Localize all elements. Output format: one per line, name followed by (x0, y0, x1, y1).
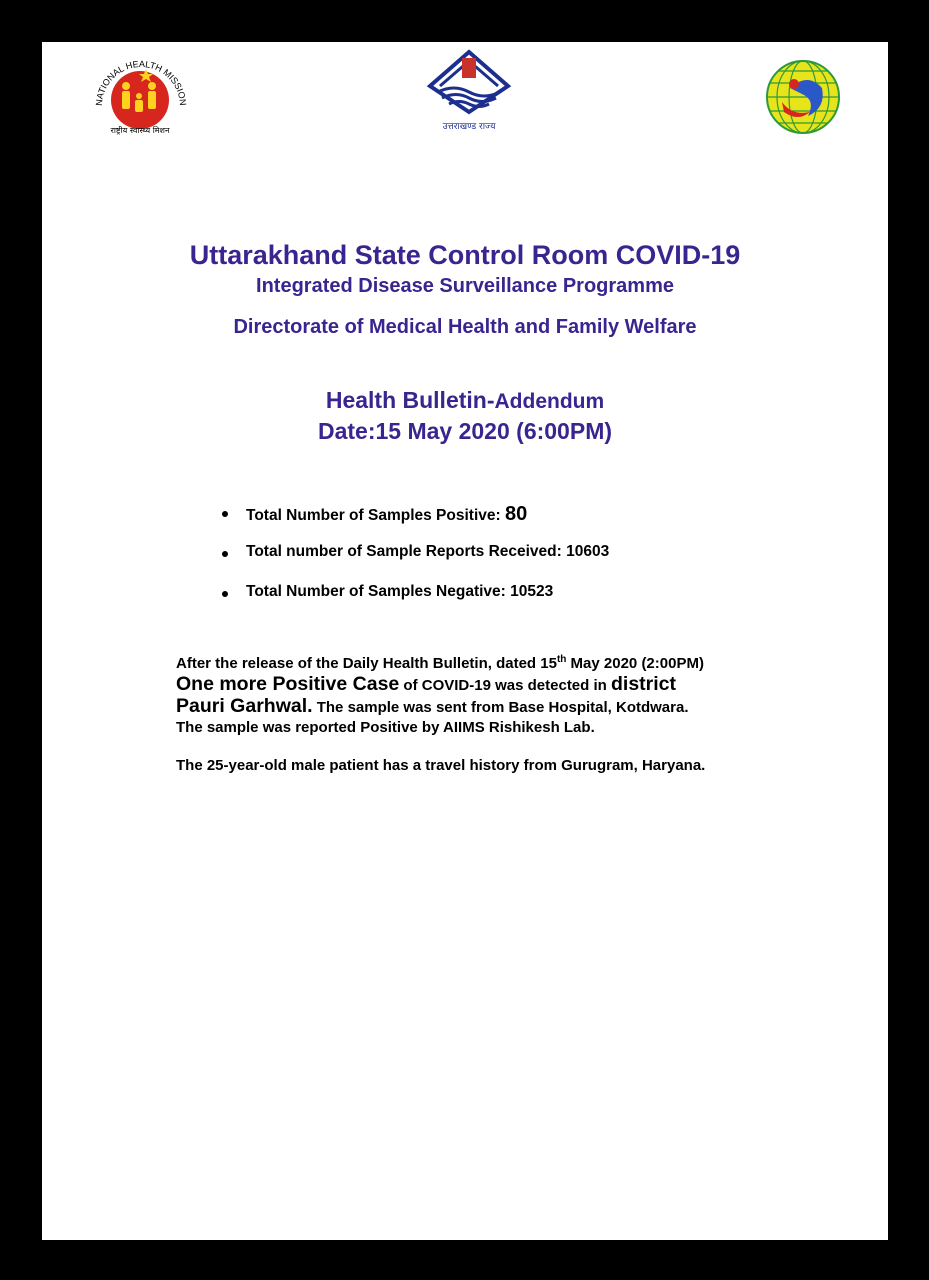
national-health-mission-logo (88, 54, 192, 136)
sample-stats-list (220, 503, 609, 623)
notice-line1-sup: th (556, 654, 567, 665)
notice-line3-b: The sample was sent from Base Hospital, Kotdwara. (312, 699, 689, 716)
stat-value-positive: 80 (504, 503, 528, 525)
list-item (220, 583, 609, 623)
bulletin-name (42, 387, 888, 414)
bulletin-name-prefix: Health Bulletin- (325, 387, 495, 413)
notice-line3-a: Pauri Garhwal. (176, 695, 313, 717)
stat-label-received: Total number of Sample Reports Received: (246, 543, 567, 560)
programme-heading: Integrated Disease Surveillance Programme (256, 275, 674, 297)
notice-line2-c: district (610, 673, 676, 695)
notice-line2-b: of COVID-19 was detected in (399, 677, 611, 694)
notice-line4: The sample was reported Positive by AIIMS Rishikesh Lab. (176, 719, 595, 736)
stat-label-positive: Total Number of Samples Positive: (246, 507, 505, 524)
uttarakhand-state-emblem (424, 48, 514, 134)
stat-value-negative: 10523 (510, 583, 554, 600)
notice-line1-b: May 2020 (2:00PM) (566, 655, 704, 672)
page-title: Uttarakhand State Control Room COVID-19 (189, 240, 741, 270)
notice-line2-a: One more Positive Case (176, 673, 400, 695)
stat-value-received: 10603 (566, 543, 610, 560)
bulletin-name-suffix: Addendum (494, 390, 605, 413)
uttarakhand-caption: उत्तराखण्ड राज्य (442, 122, 496, 132)
bulletin-page (42, 42, 888, 1240)
idsp-globe-logo (764, 58, 842, 136)
patient-paragraph: The 25-year-old male patient has a travel history from Gurugram, Haryana. (176, 757, 706, 774)
list-item (220, 543, 609, 583)
notice-paragraph (176, 654, 816, 738)
nhm-arc-text: NATIONAL HEALTH MISSION (93, 58, 189, 107)
nhm-sub-text: राष्ट्रीय स्वास्थ्य मिशन (110, 126, 170, 135)
notice-text (176, 654, 816, 776)
list-item (220, 503, 609, 543)
notice-line1-a: After the release of the Daily Health Bulletin, dated 15 (176, 655, 557, 672)
directorate-heading: Directorate of Medical Health and Family Welfare (233, 316, 697, 338)
stat-label-negative: Total Number of Samples Negative: (246, 583, 511, 600)
bulletin-date: Date:15 May 2020 (6:00PM) (317, 418, 613, 444)
